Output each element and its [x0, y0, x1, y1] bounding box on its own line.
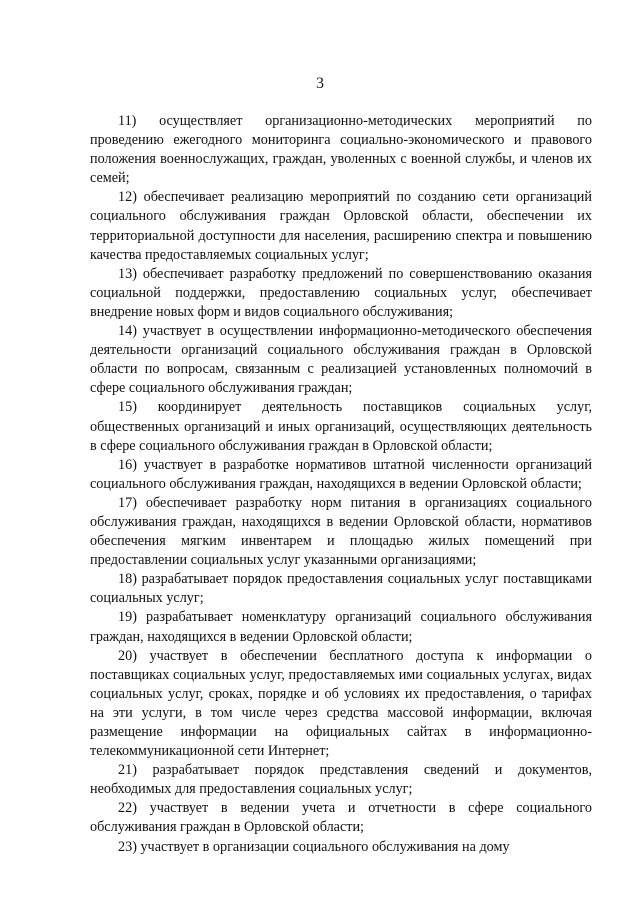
paragraph-item-23: 23) участвует в организации социального обслуживания на дому — [118, 838, 510, 855]
document-body — [90, 112, 592, 857]
paragraph-item-20: 20) участвует в обеспечении бесплатного доступа к информации о поставщиках социальных услуг, предоставляемых ими социальных услугах, видах социальных услуг, сроках, порядке и об условиях их предоставления, о тарифах на эти услуги, в том числе через средства массовой информации, включая размещение информации на официальных сайтах в информационно-телекоммуникационной сети Интернет; — [90, 647, 592, 760]
paragraph-item-11: 11) осуществляет организационно-методических мероприятий по проведению ежегодного мониторинга социально-экономического и правового положения военнослужащих, граждан, уволенных с военной службы, и членов их семей; — [90, 113, 592, 187]
paragraph-item-22: 22) участвует в ведении учета и отчетности в сфере социального обслуживания граждан в Орловской области; — [90, 800, 592, 836]
paragraph-item-21: 21) разрабатывает порядок представления сведений и документов, необходимых для предоставления социальных услуг; — [90, 762, 592, 798]
paragraph-item-12: 12) обеспечивает реализацию мероприятий по созданию сети организаций социального обслуживания граждан Орловской области, обеспечении их территориальной доступности для населения, расширению спектра и повышению качества предоставляемых социальных услуг; — [90, 189, 592, 263]
paragraph-item-18: 18) разрабатывает порядок предоставления социальных услуг поставщиками социальных услуг; — [90, 571, 592, 607]
paragraph-item-16: 16) участвует в разработке нормативов штатной численности организаций социального обслуживания граждан, находящихся в ведении Орловской области; — [90, 456, 592, 492]
paragraph-item-14: 14) участвует в осуществлении информационно-методического обеспечения деятельности организаций социального обслуживания граждан в Орловской области по вопросам, связанным с реализацией установленных полномочий в сфере социального обслуживания граждан; — [90, 323, 592, 397]
page-number: 3 — [316, 75, 324, 92]
paragraph-item-15: 15) координирует деятельность поставщиков социальных услуг, общественных организаций и иных организаций, осуществляющих деятельность в сфере социального обслуживания граждан в Орловской области; — [90, 399, 592, 454]
paragraph-item-19: 19) разрабатывает номенклатуру организаций социального обслуживания граждан, находящихся в ведении Орловской области; — [90, 609, 592, 645]
paragraph-item-17: 17) обеспечивает разработку норм питания в организациях социального обслуживания граждан, находящихся в ведении Орловской области, нормативов обеспечения мягким инвентарем и площадью жилых помещений при предоставлении социальных услуг указанными организациями; — [90, 494, 592, 569]
paragraph-item-13: 13) обеспечивает разработку предложений по совершенствованию оказания социальной поддержки, предоставлению социальных услуг, обеспечивает внедрение новых форм и видов социального обслуживания; — [90, 265, 592, 320]
